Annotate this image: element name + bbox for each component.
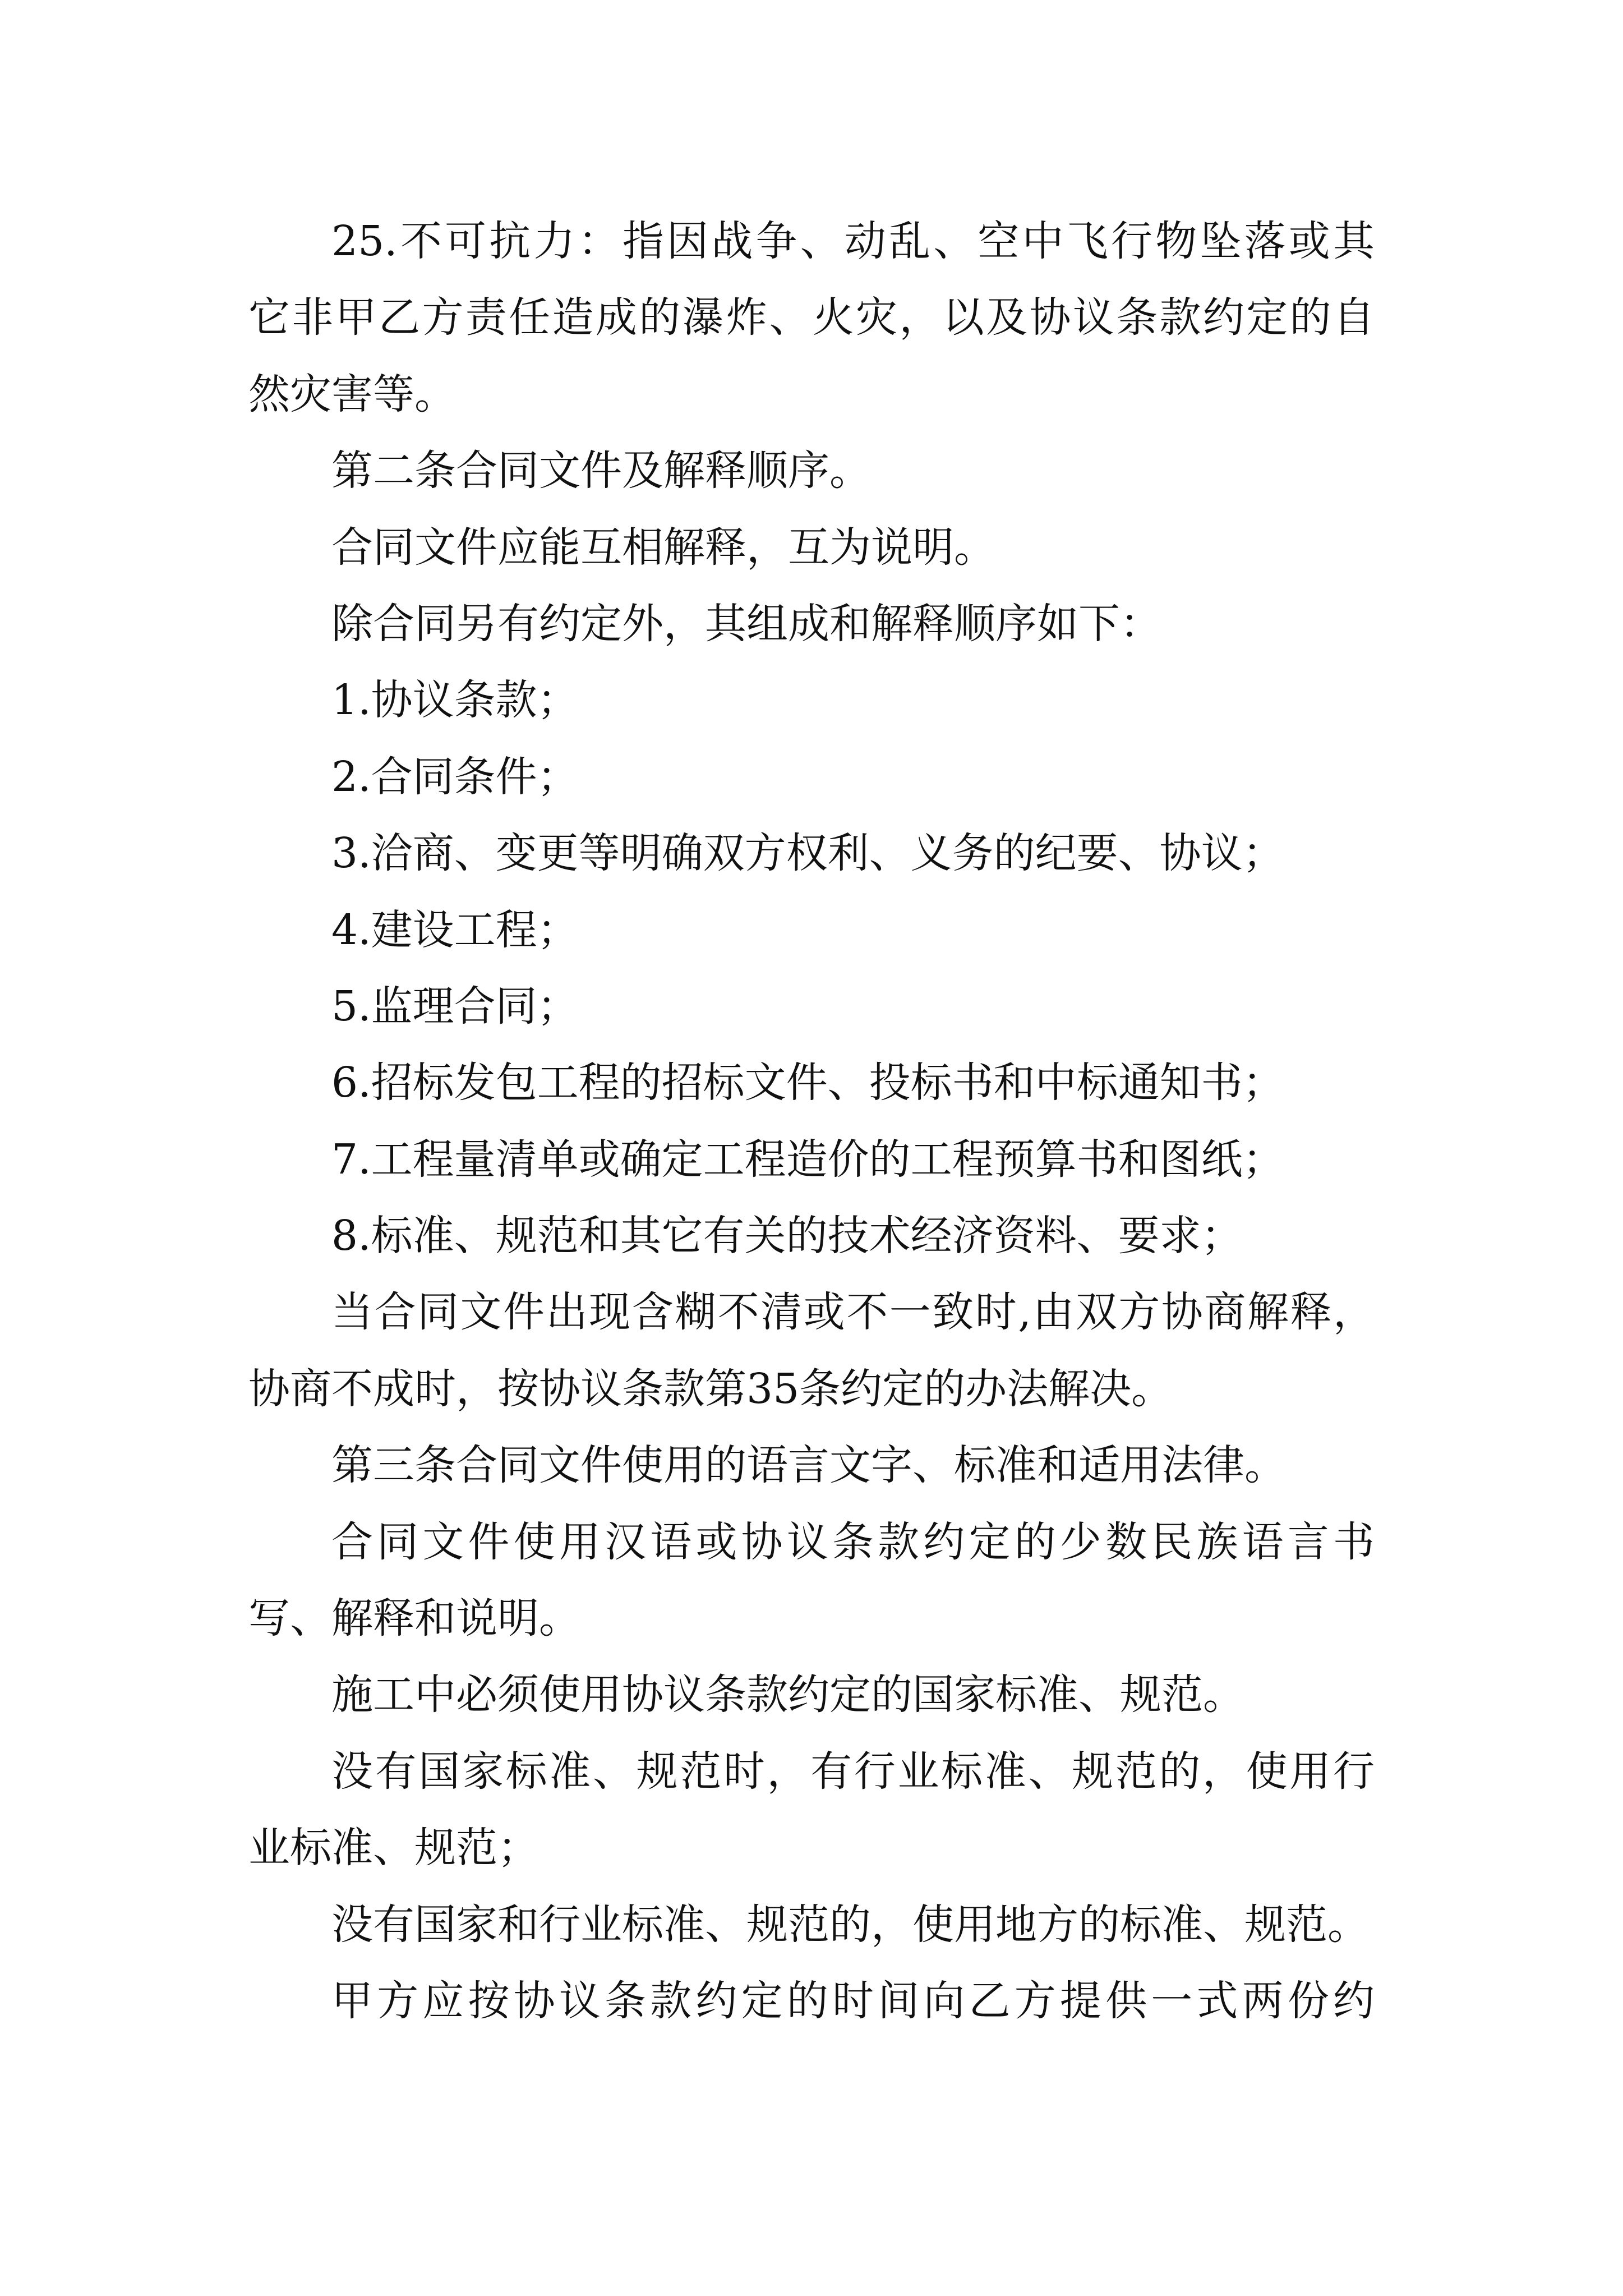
paragraph: [248, 1963, 1375, 2039]
list-item: [248, 968, 1375, 1045]
text-line: 它非甲乙方责任造成的瀑炸、火灾，以及协议条款约定的自: [248, 293, 1375, 342]
text-line: 当合同文件出现含糊不清或不一致时,由双方协商解释，: [331, 1288, 1375, 1337]
paragraph: [248, 1657, 1375, 1733]
text-line: 业标准、规范；: [248, 1824, 539, 1872]
text-line: 没有国家和行业标准、规范的，使用地方的标准、规范。: [331, 1900, 1369, 1949]
text-line: 施工中必须使用协议条款约定的国家标准、规范。: [331, 1671, 1244, 1719]
text-line: 除合同另有约定外，其组成和解释顺序如下：: [331, 599, 1161, 648]
list-item: [248, 1121, 1375, 1198]
text-line: 合同文件使用汉语或协议条款约定的少数民族语言书: [331, 1517, 1375, 1566]
paragraph: [248, 1887, 1375, 1963]
list-item: [248, 662, 1375, 738]
text-line: 合同文件应能互相解释，互为说明。: [331, 523, 995, 572]
paragraph: [248, 1504, 1375, 1657]
text-line: 甲方应按协议条款约定的时间向乙方提供一式两份约: [331, 1976, 1375, 2025]
text-line: 写、解释和说明。: [248, 1594, 580, 1643]
paragraph: [248, 586, 1375, 662]
list-item: [248, 892, 1375, 968]
text-line: 没有国家标准、规范时，有行业标准、规范的，使用行: [331, 1747, 1375, 1796]
text-line: 协商不成时，按协议条款第35条约定的办法解决。: [248, 1364, 1173, 1413]
paragraph: [248, 1274, 1375, 1427]
text-line: 6.招标发包工程的招标文件、投标书和中标通知书；: [331, 1059, 1284, 1107]
text-line: 1.协议条款；: [331, 676, 579, 725]
definition-paragraph: [248, 203, 1375, 432]
list-item: [248, 1045, 1375, 1121]
text-line: 5.监理合同；: [331, 982, 579, 1030]
list-item: [248, 815, 1375, 891]
text-line: 第二条合同文件及解释顺序。: [331, 447, 871, 495]
list-item: [248, 1198, 1375, 1274]
paragraph: [248, 1733, 1375, 1887]
paragraph: [248, 509, 1375, 586]
document-body: [248, 203, 1375, 2039]
text-line: 3.洽商、变更等明确双方权利、义务的纪要、协议；: [331, 829, 1284, 878]
text-line: 25.不可抗力：指因战争、动乱、空中飞行物坠落或其: [331, 217, 1375, 265]
text-line: 8.标准、规范和其它有关的技术经济资料、要求；: [331, 1212, 1243, 1260]
list-item: [248, 739, 1375, 815]
article-heading: [248, 1427, 1375, 1503]
text-line: 4.建设工程；: [331, 905, 579, 954]
text-line: 7.工程量清单或确定工程造价的工程预算书和图纸；: [331, 1135, 1284, 1184]
text-line: 2.合同条件；: [331, 752, 579, 801]
text-line: 第三条合同文件使用的语言文字、标准和适用法律。: [331, 1441, 1286, 1490]
text-line: 然灾害等。: [248, 370, 456, 418]
article-heading: [248, 432, 1375, 509]
